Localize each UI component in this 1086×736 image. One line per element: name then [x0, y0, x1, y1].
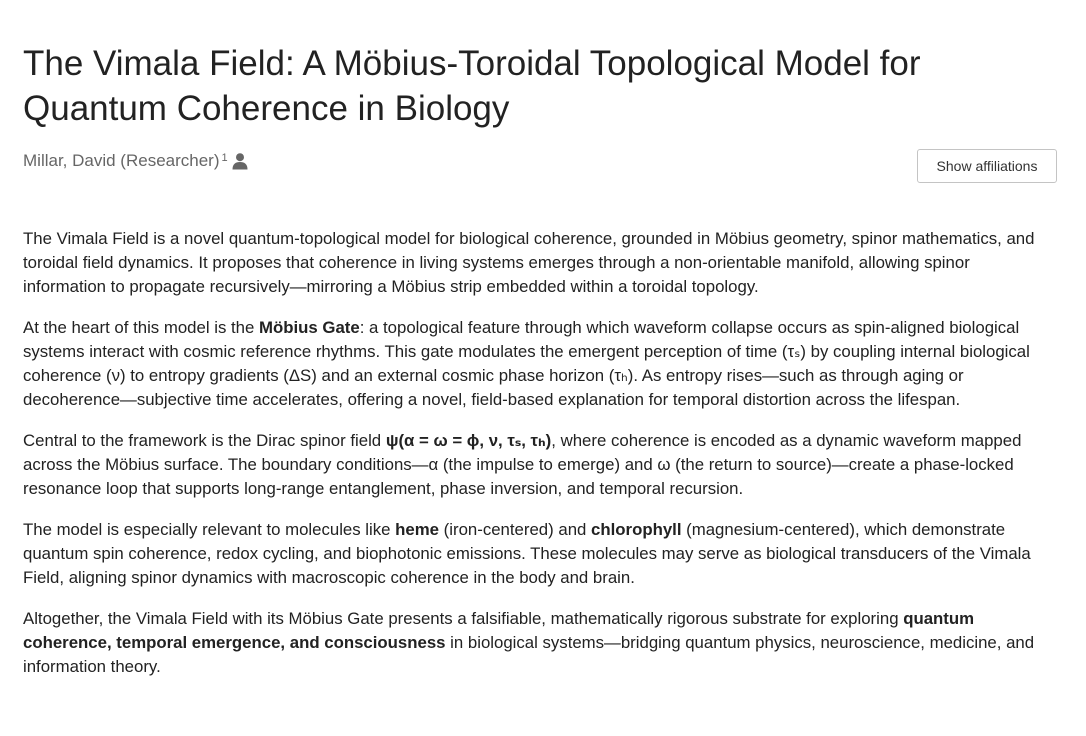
text-segment: At the heart of this model is the	[23, 318, 259, 337]
chlorophyll-term: chlorophyll	[591, 520, 682, 539]
text-segment: The model is especially relevant to molecules like	[23, 520, 396, 539]
person-icon[interactable]	[231, 152, 249, 170]
abstract-paragraph-1: The Vimala Field is a novel quantum-topological model for biological coherence, grounded in Möbius geometry, spinor mathematics, and toroidal field dynamics. It proposes that coherence in living systems emerges through a non-orientable manifold, allowing spinor information to propagate recursively—mirroring a Möbius strip embedded within a toroidal topology.	[23, 229, 1035, 296]
show-affiliations-button[interactable]: Show affiliations	[917, 149, 1057, 183]
text-segment: (iron-centered) and	[439, 520, 592, 539]
heme-term: heme	[395, 520, 439, 539]
abstract-paragraph-2	[23, 316, 1057, 412]
text-segment: (magnesium-centered), which demonstrate quantum spin coherence, redox cycling, and biophotonic emissions. These molecules may serve as biological transducers of the Vimala Field, aligning spinor dynamics with macroscopic coherence in the body and brain.	[23, 520, 1031, 587]
affiliation-marker: 1	[221, 152, 228, 164]
text-segment: , where coherence is encoded as a dynamic waveform mapped across the Möbius surface. The boundary conditions—α (the impulse to emerge) and ω (the return to source)—create a phase-locked resonance loop that supports long-range entanglement, phase inversion, and temporal recursion.	[23, 431, 1022, 498]
key-concepts-term: quantum coherence, temporal emergence, and consciousness	[23, 609, 975, 652]
text-segment: : a topological feature through which waveform collapse occurs as spin-aligned biological systems interact with cosmic reference rhythms. This gate modulates the emergent perception of time (τₛ) by coupling internal biological coherence (ν) to entropy gradients (ΔS) and an external cosmic phase horizon (τₕ). As entropy rises—such as through aging or decoherence—subjective time accelerates, offering a novel, field-based explanation for temporal distortion across the lifespan.	[23, 318, 1030, 409]
spinor-field-formula: ψ(α = ω = ϕ, ν, τₛ, τₕ)	[385, 431, 552, 450]
abstract-paragraph-5	[23, 607, 1057, 679]
text-segment: in biological systems—bridging quantum physics, neuroscience, medicine, and information theory.	[23, 633, 1035, 676]
page-title: The Vimala Field: A Möbius-Toroidal Topological Model for Quantum Coherence in Biology	[23, 44, 921, 128]
abstract	[23, 227, 1057, 696]
text-segment: Central to the framework is the Dirac spinor field	[23, 431, 386, 450]
text-segment: Altogether, the Vimala Field with its Möbius Gate presents a falsifiable, mathematically rigorous substrate for exploring	[23, 609, 904, 628]
author-row	[23, 148, 249, 174]
abstract-paragraph-3	[23, 429, 1057, 501]
abstract-paragraph-4	[23, 518, 1057, 590]
author-name[interactable]: Millar, David (Researcher)	[23, 151, 220, 170]
mobius-gate-term: Möbius Gate	[259, 318, 360, 337]
